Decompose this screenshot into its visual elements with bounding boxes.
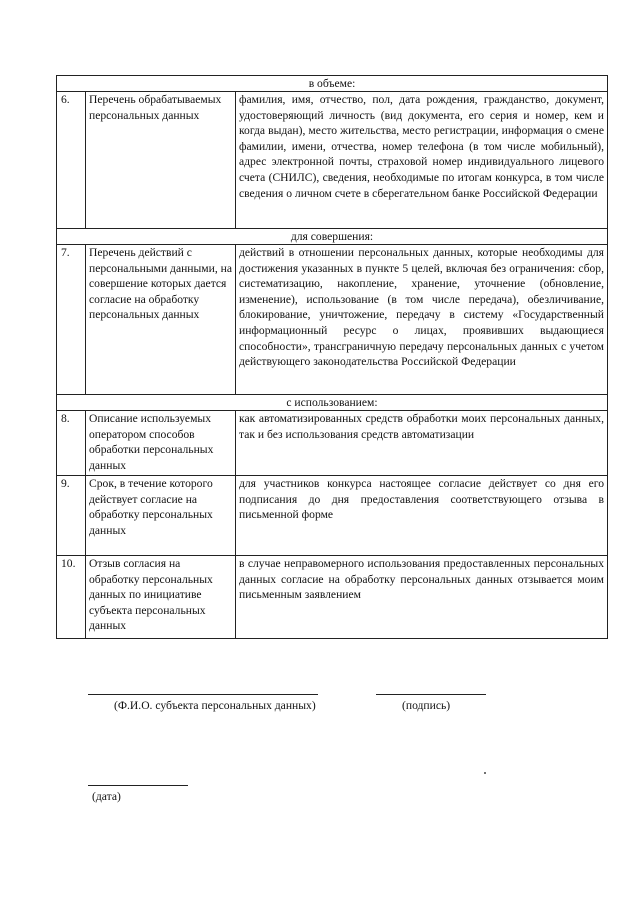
section-row <box>57 76 608 92</box>
section-row <box>57 395 608 411</box>
row-number: 7. <box>57 245 86 395</box>
table-row <box>57 245 608 395</box>
fio-caption: (Ф.И.О. субъекта персональных данных) <box>114 699 316 712</box>
table-row <box>57 556 608 639</box>
row-value: как автоматизированных средств обработки моих персональных данных, так и без использования средств автоматизации <box>236 411 608 476</box>
row-number: 10. <box>57 556 86 639</box>
scan-speck <box>484 772 486 774</box>
section-heading: для совершения: <box>57 229 608 245</box>
section-heading: в объеме: <box>57 76 608 92</box>
row-description: Описание используемых оператором способов обработки персональных данных <box>86 411 236 476</box>
table-row <box>57 92 608 229</box>
consent-table <box>56 75 608 639</box>
row-value: для участников конкурса настоящее согласие действует со дня его подписания до дня предоставления соответствующего отзыва в письменной форме <box>236 476 608 556</box>
row-description: Перечень действий с персональными данными, на совершение которых дается согласие на обработку персональных данных <box>86 245 236 395</box>
row-value: фамилия, имя, отчество, пол, дата рождения, гражданство, документ, удостоверяющий личность (вид документа, его серия и номер, кем и когда выдан), место жительства, место регистрации, информация о смене фамилии, имени, отчества, номер телефона (в том числе мобильный), адрес электронной почты, страховой номер индивидуального лицевого счета (СНИЛС), сведения, необходимые по итогам конкурса, в том числе сведения о личном счете в сберегательном банке Российской Федерации <box>236 92 608 229</box>
row-description: Перечень обрабатываемых персональных данных <box>86 92 236 229</box>
row-number: 6. <box>57 92 86 229</box>
signature-caption: (подпись) <box>402 699 451 712</box>
table-row <box>57 411 608 476</box>
row-value: в случае неправомерного использования предоставленных персональных данных согласие на обработку персональных данных отзывается моим письменным заявлением <box>236 556 608 639</box>
section-heading: с использованием: <box>57 395 608 411</box>
row-number: 9. <box>57 476 86 556</box>
row-value: действий в отношении персональных данных, которые необходимы для достижения указанных в пункте 5 целей, включая без ограничения: сбор, систематизацию, накопление, хранение, уточнение (обновление, изменение), использование (в том числе передача), обезличивание, блокирование, уничтожение, передачу в систему «Государственный информационный ресурс о лицах, проявивших выдающиеся способности», трансграничную передачу персональных данных с учетом действующего законодательства Российской Федерации <box>236 245 608 395</box>
row-description: Срок, в течение которого действует согласие на обработку персональных данных <box>86 476 236 556</box>
table-row <box>57 476 608 556</box>
section-row <box>57 229 608 245</box>
fio-signature-line <box>88 694 318 695</box>
row-number: 8. <box>57 411 86 476</box>
signature-line <box>376 694 486 695</box>
row-description: Отзыв согласия на обработку персональных данных по инициативе субъекта персональных данных <box>86 556 236 639</box>
date-caption: (дата) <box>92 790 121 803</box>
date-line <box>88 785 188 786</box>
